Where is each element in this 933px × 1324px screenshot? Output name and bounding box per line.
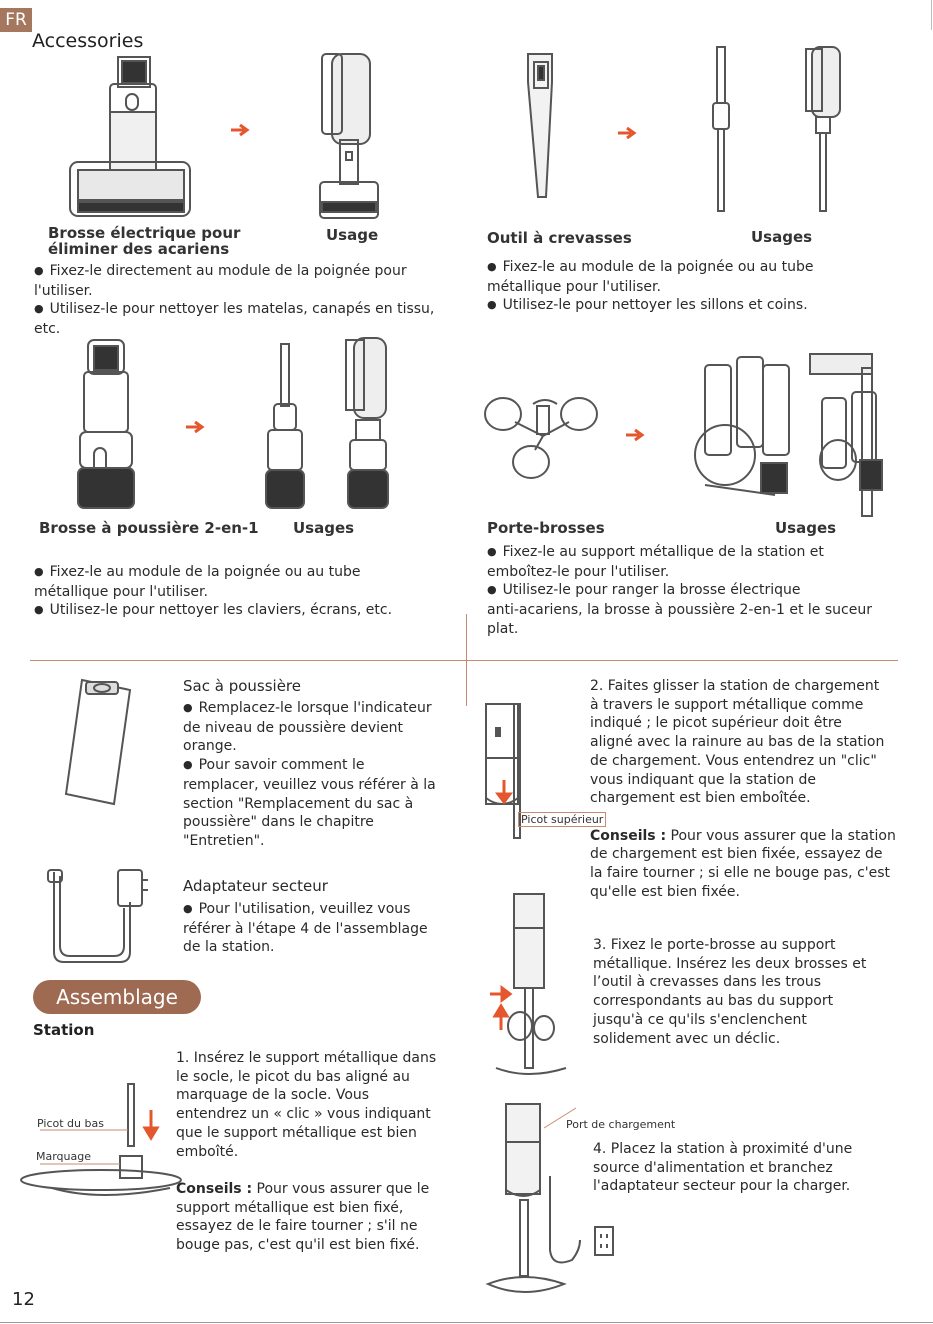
dust-bag-b2-l3: section "Remplacement du sac à xyxy=(183,795,414,812)
dust-brush-usage-label: Usages xyxy=(293,519,355,537)
power-adapter-illustration xyxy=(40,862,150,966)
page-bottom-rule xyxy=(0,1322,933,1323)
wall-outlet-icon xyxy=(594,1226,614,1256)
crevice-tool-caption: Outil à crevasses xyxy=(487,229,632,247)
brush-holder-illustration xyxy=(483,392,603,484)
brush-holder-bullet2-line2: anti-acariens, la brosse à poussière 2-en-1 et le suceur xyxy=(487,602,872,619)
brush-holder-bullet2-line3: plat. xyxy=(487,620,519,637)
arrow-right-icon xyxy=(626,428,646,442)
mite-brush-bullet2-line2: etc. xyxy=(34,321,61,338)
dust-brush-illustration xyxy=(76,338,136,510)
dust-brush-usage-handle-illustration xyxy=(340,336,396,512)
step3-line5: jusqu'à ce qu'ils s'enclenchent xyxy=(593,1011,807,1028)
step3-line4: correspondants au bas du support xyxy=(593,993,834,1010)
brush-holder-caption: Porte-brosses xyxy=(487,519,605,537)
adapter-b1-l3: de la station. xyxy=(183,939,275,956)
step3-station-illustration xyxy=(488,888,568,1078)
dust-bag-b1-l2: de niveau de poussière devient xyxy=(183,719,404,736)
language-tag: FR xyxy=(0,8,32,32)
arrow-right-icon xyxy=(618,126,638,140)
step2-label-pin: Picot supérieur xyxy=(518,812,606,827)
dust-bag-title: Sac à poussière xyxy=(183,677,301,695)
step1-tip-line3: essayez de le faire tourner ; s'il ne xyxy=(176,1218,418,1235)
dust-bag-illustration xyxy=(58,676,140,808)
adapter-b1-l1: ● Pour l'utilisation, veuillez vous xyxy=(183,900,428,920)
arrow-right-icon xyxy=(186,420,206,434)
crevice-tool-illustration xyxy=(520,52,560,202)
crevice-bullet1-line2: métallique pour l'utiliser. xyxy=(487,278,661,295)
station-heading: Station xyxy=(33,1021,95,1039)
dust-brush-caption: Brosse à poussière 2-en-1 xyxy=(39,519,259,537)
assembly-title: Assemblage xyxy=(33,980,201,1014)
accessories-title: Accessories xyxy=(32,30,144,52)
brush-holder-bullet1-line1: ● Fixez-le au support métallique de la station et xyxy=(487,543,872,563)
step4-line2: source d'alimentation et branchez xyxy=(593,1159,833,1176)
brush-holder-bullet2-line1: ● Utilisez-le pour ranger la brosse électrique xyxy=(487,581,872,601)
step4-line3: l'adaptateur secteur pour la charger. xyxy=(593,1178,851,1195)
step1-label-mark: Marquage xyxy=(36,1150,92,1163)
mite-brush-bullet1-line1: ● Fixez-le directement au module de la poignée pour xyxy=(34,262,434,282)
mite-brush-bullet1-line2: l'utiliser. xyxy=(34,282,93,299)
step1-tip-label: Conseils : xyxy=(176,1180,253,1197)
step2-line5: de chargement. Vous entendrez un "clic" xyxy=(590,752,877,769)
dust-bag-b2-l2: remplacer, veuillez vous référer à la xyxy=(183,776,436,793)
brush-holder-usage-side-illustration xyxy=(802,348,892,516)
mite-brush-caption-line2: éliminer des acariens xyxy=(48,240,230,258)
step1-line1: 1. Insérez le support métallique dans xyxy=(176,1050,437,1066)
crevice-tool-usage-label: Usages xyxy=(751,228,813,246)
mite-brush-illustration xyxy=(60,52,200,222)
step3-line2: métallique. Insérez les deux brosses et xyxy=(593,955,867,972)
step1-line3: marquage de la socle. Vous xyxy=(176,1087,370,1104)
step1-line6: emboîté. xyxy=(176,1143,239,1160)
step2-line7: chargement est bien emboîtée. xyxy=(590,790,811,807)
crevice-usage-tube-illustration xyxy=(706,45,736,215)
section-divider xyxy=(30,660,898,661)
dust-brush-bullet2: ● Utilisez-le pour nettoyer les claviers, écrans, etc. xyxy=(34,601,392,621)
step1-tip-line2: support métallique est bien fixé, xyxy=(176,1199,404,1216)
brush-holder-usage-illustration xyxy=(685,345,800,505)
mite-brush-usage-label: Usage xyxy=(326,226,379,244)
step3-line6: solidement avec un déclic. xyxy=(593,1030,781,1047)
step2-line6: vous indiquant que la station de xyxy=(590,771,817,788)
step2-line1: 2. Faites glisser la station de chargement xyxy=(590,678,880,694)
arrow-right-icon xyxy=(231,123,251,137)
step2-tip-line2: de chargement est bien fixée, essayez de xyxy=(590,846,883,863)
dust-bag-b2-l5: "Entretien". xyxy=(183,832,265,849)
step1-line2: le socle, le picot du bas aligné au xyxy=(176,1068,410,1085)
step3-line1: 3. Fixez le porte-brosse au support xyxy=(593,937,836,953)
crevice-usage-handle-illustration xyxy=(798,45,848,215)
page-number: 12 xyxy=(12,1289,35,1310)
mite-brush-usage-illustration xyxy=(312,52,382,222)
step1-line5: que le support métallique est bien xyxy=(176,1124,417,1141)
step2-tip-line4: qu'elle est bien fixée. xyxy=(590,883,740,900)
step4-label-port: Port de chargement xyxy=(566,1118,676,1131)
mite-brush-caption-line1: Brosse électrique pour xyxy=(48,224,241,242)
step4-line1: 4. Placez la station à proximité d'une xyxy=(593,1141,853,1157)
step1-tip-line1: Pour vous assurer que le xyxy=(252,1180,430,1197)
crevice-bullet2: ● Utilisez-le pour nettoyer les sillons et coins. xyxy=(487,296,813,316)
dust-brush-bullet1-line1: ● Fixez-le au module de la poignée ou au tube xyxy=(34,563,392,583)
step2-tip-label: Conseils : xyxy=(590,827,667,844)
page-edge-mark xyxy=(931,0,932,30)
step1-tip-line4: bouge pas, c'est qu'il est bien fixé. xyxy=(176,1237,420,1254)
dust-bag-b2-l1: ● Pour savoir comment le xyxy=(183,756,436,776)
brush-holder-usage-label: Usages xyxy=(775,519,837,537)
brush-holder-bullet1-line2: emboîtez-le pour l'utiliser. xyxy=(487,563,670,580)
step1-base-illustration xyxy=(40,1080,170,1202)
step2-line2: à travers le support métallique comme xyxy=(590,696,864,713)
dust-bag-b2-l4: poussière" dans le chapitre xyxy=(183,814,374,831)
mite-brush-bullet2-line1: ● Utilisez-le pour nettoyer les matelas, canapés en tissu, xyxy=(34,300,434,320)
step2-tip-line3: la faire tourner ; si elle ne bouge pas, c'est xyxy=(590,865,891,882)
step1-label-pin: Picot du bas xyxy=(37,1117,104,1130)
dust-brush-bullet1-line2: métallique pour l'utiliser. xyxy=(34,583,208,600)
dust-bag-b1-l1: ● Remplacez-le lorsque l'indicateur xyxy=(183,699,436,719)
crevice-bullet1-line1: ● Fixez-le au module de la poignée ou au tube xyxy=(487,258,813,278)
step3-line3: l’outil à crevasses dans les trous xyxy=(593,974,822,991)
step2-line3: indiqué ; le picot supérieur doit être xyxy=(590,715,842,732)
step1-line4: entendrez un « clic » vous indiquant xyxy=(176,1106,431,1123)
dust-bag-b1-l3: orange. xyxy=(183,738,237,755)
step2-line4: aligné avec la rainure au bas de la station xyxy=(590,734,885,751)
adapter-b1-l2: référer à l'étape 4 de l'assemblage xyxy=(183,920,428,937)
dust-brush-usage-tube-illustration xyxy=(262,342,308,510)
step2-tip-line1: Pour vous assurer que la station xyxy=(666,827,896,844)
adapter-title: Adaptateur secteur xyxy=(183,877,328,895)
